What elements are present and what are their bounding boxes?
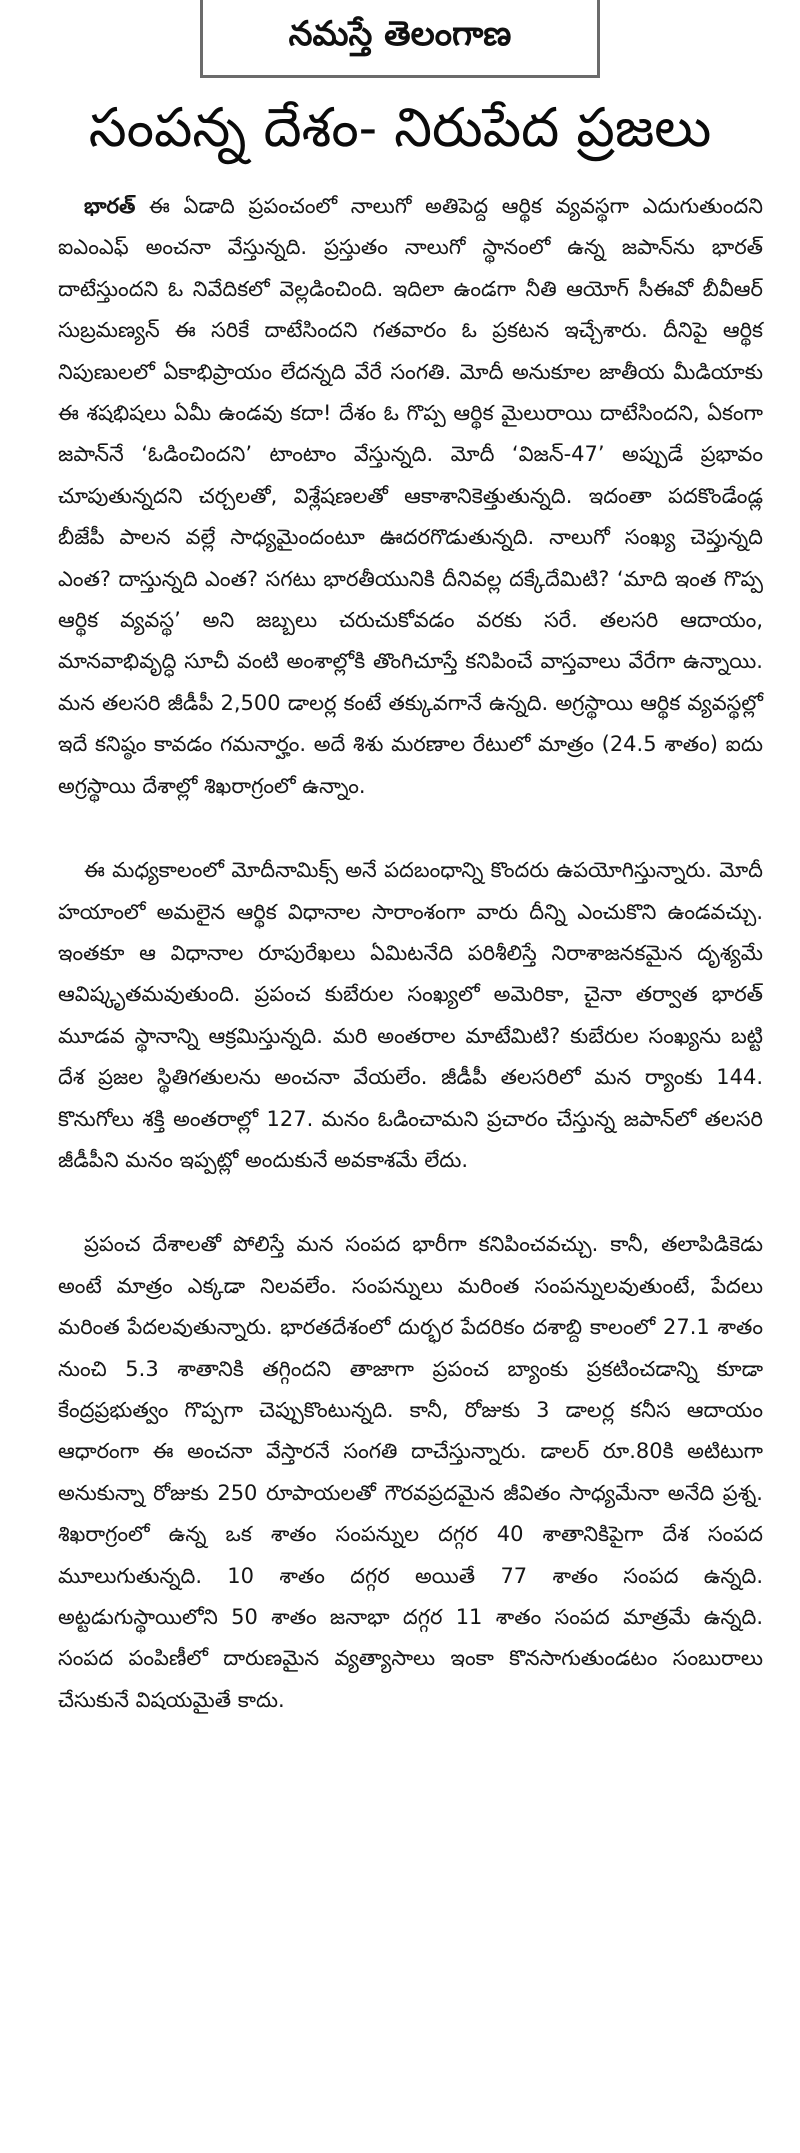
masthead xyxy=(200,0,600,78)
article-paragraph xyxy=(58,186,763,807)
lead-word: భారత్ xyxy=(84,194,136,218)
article-paragraph: ఈ మధ్యకాలంలో మోదీనామిక్స్ అనే పదబంధాన్ని కొందరు ఉపయోగిస్తున్నారు. మోదీ హయాంలో అమలైన ఆర్థిక విధానాల సారాంశంగా వారు దీన్ని ఎంచుకొని ఉండవచ్చు. ఇంతకూ ఆ విధానాల రూపురేఖలు ఏమిటనేది పరిశీలిస్తే నిరాశాజనకమైన దృశ్యమే ఆవిష్కృతమవుతుంది. ప్రపంచ కుబేరుల సంఖ్యలో అమెరికా, చైనా తర్వాత భారత్ మూడవ స్థానాన్ని ఆక్రమిస్తున్నది. మరి అంతరాల మాటేమిటి? కుబేరుల సంఖ్యను బట్టి దేశ ప్రజల స్థితిగతులను అంచనా వేయలేం. జీడీపీ తలసరిలో మన ర్యాంకు 144. కొనుగోలు శక్తి అంతరాల్లో 127. మనం ఓడించామని ప్రచారం చేస్తున్న జపాన్‌లో తలసరి జీడీపీని మనం ఇప్పట్లో అందుకునే అవకాశమే లేదు. xyxy=(58,858,763,1172)
article-paragraph: ప్రపంచ దేశాలతో పోలిస్తే మన సంపద భారీగా కనిపించవచ్చు. కానీ, తలాపిడికెడు అంటే మాత్రం ఎక్కడా నిలవలేం. సంపన్నులు మరింత సంపన్నులవుతుంటే, పేదలు మరింత పేదలవుతున్నారు. భారతదేశంలో దుర్భర పేదరికం దశాబ్ది కాలంలో 27.1 శాతం నుంచి 5.3 శాతానికి తగ్గిందని తాజాగా ప్రపంచ బ్యాంకు ప్రకటించడాన్ని కూడా కేంద్రప్రభుత్వం గొప్పగా చెప్పుకొంటున్నది. కానీ, రోజుకు 3 డాలర్ల కనీస ఆదాయం ఆధారంగా ఈ అంచనా వేస్తారనే సంగతి దాచేస్తున్నారు. డాలర్ రూ.80కి అటిటుగా అనుకున్నా రోజుకు 250 రూపాయలతో గౌరవప్రదమైన జీవితం సాధ్యమేనా అనేది ప్రశ్న. శిఖరాగ్రంలో ఉన్న ఒక శాతం సంపన్నుల దగ్గర 40 శాతానికిపైగా దేశ సంపద మూలుగుతున్నది. 10 శాతం దగ్గర అయితే 77 శాతం సంపద ఉన్నది. అట్టడుగుస్థాయిలోని 50 శాతం జనాభా దగ్గర 11 శాతం సంపద మాత్రమే ఉన్నది. సంపద పంపిణీలో దారుణమైన వ్యత్యాసాలు ఇంకా కొనసాగుతుండటం సంబురాలు చేసుకునే విషయమైతే కాదు. xyxy=(58,1232,763,1712)
article-body xyxy=(58,186,763,1721)
masthead-title: నమస్తే తెలంగాణ xyxy=(288,13,512,54)
article-headline: సంపన్న దేశం- నిరుపేద ప్రజలు xyxy=(88,96,712,159)
paragraph-text: ఈ ఏడాది ప్రపంచంలో నాలుగో అతిపెద్ద ఆర్థిక వ్యవస్థగా ఎదుగుతుందని ఐఎంఎఫ్ అంచనా వేస్తున్నది. ప్రస్తుతం నాలుగో స్థానంలో ఉన్న జపాన్‌ను భారత్ దాటేస్తుందని ఓ నివేదికలో వెల్లడించింది. ఇదిలా ఉండగా నీతి ఆయోగ్ సీఈవో బీవీఆర్ సుబ్రమణ్యన్ ఈ సరికే దాటేసిందని గతవారం ఓ ప్రకటన ఇచ్చేశారు. దీనిపై ఆర్థిక నిపుణులలో ఏకాభిప్రాయం లేదన్నది వేరే సంగతి. మోదీ అనుకూల జాతీయ మీడియాకు ఈ శషభిషలు ఏమీ ఉండవు కదా! దేశం ఓ గొప్ప ఆర్థిక మైలురాయి దాటేసిందని, ఏకంగా జపాన్‌నే ‘ఓడించిందని’ టాంటాం వేస్తున్నది. మోదీ ‘విజన్-47’ అప్పుడే ప్రభావం చూపుతున్నదని చర్చలతో, విశ్లేషణలతో ఆకాశానికెత్తుతున్నది. ఇదంతా పదకొండేండ్ల బీజేపీ పాలన వల్లే సాధ్యమైందంటూ ఊదరగొడుతున్నది. నాలుగో సంఖ్య చెప్తున్నది ఎంత? దాస్తున్నది ఎంత? సగటు భారతీయునికి దీనివల్ల దక్కేదేమిటి? ‘మాది ఇంత గొప్ప ఆర్థిక వ్యవస్థ’ అని జబ్బలు చరుచుకోవడం వరకు సరే. తలసరి ఆదాయం, మానవాభివృద్ధి సూచీ వంటి అంశాల్లోకి తొంగిచూస్తే కనిపించే వాస్తవాలు వేరేగా ఉన్నాయి. మన తలసరి జీడీపీ 2,500 డాలర్ల కంటే తక్కువగానే ఉన్నది. అగ్రస్థాయి ఆర్థిక వ్యవస్థల్లో ఇదే కనిష్ఠం కావడం గమనార్హం. అదే శిశు మరణాల రేటులో మాత్రం (24.5 శాతం) ఐదు అగ్రస్థాయి దేశాల్లో శిఖరాగ్రంలో ఉన్నాం. xyxy=(58,194,763,798)
